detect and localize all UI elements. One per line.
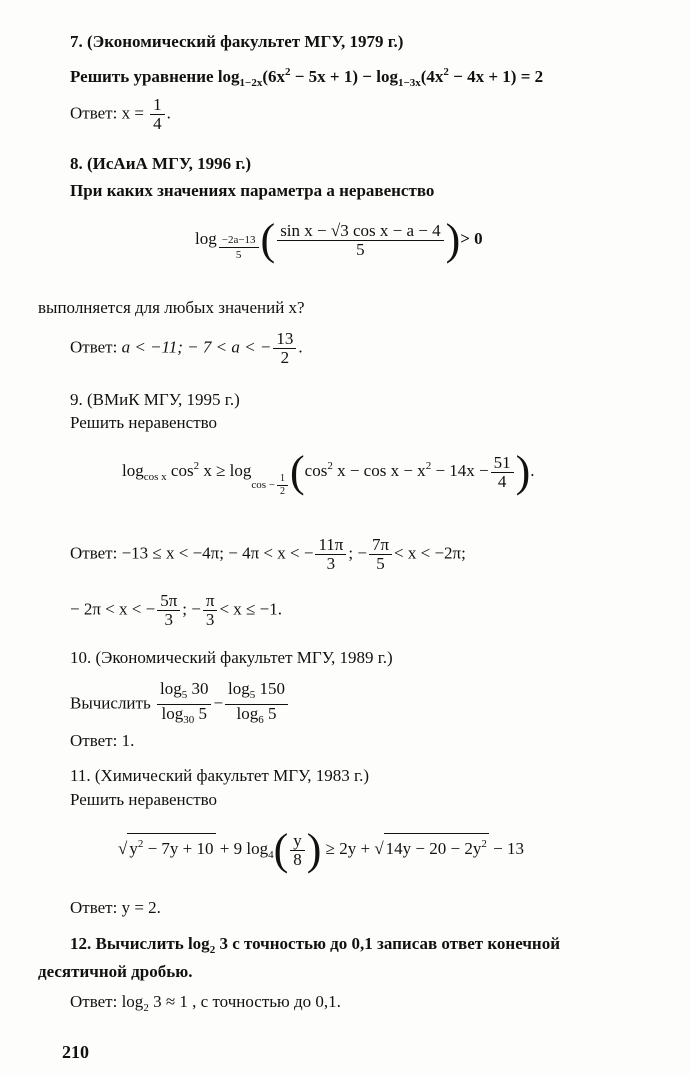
- problem-9-inequality: $\log_{cos x} \cos^2 x \ge \log_{cos - \frac{1}{2}}$ ($\cos^2$ $x - \cos x - x^2 - 14x$ − $\frac{51}{4}$ ).: [122, 447, 535, 497]
- problem-9-answer-line-2: − 2π < x < − $\frac{5\pi}{3}$ ; − $\frac{\pi}{3}$ < x ≤ −1.: [70, 591, 282, 629]
- problem-8-task: При каких значениях параметра a неравенство: [70, 181, 435, 200]
- problem-10-task: Вычислить $\frac{\log_5 30}{\log_{30} 5}$ − $\frac{\log_5 150}{\log_6 5}$: [70, 680, 290, 729]
- problem-12-answer: Ответ: $\log_2 3 \approx 1$ , с точностью до 0,1.: [70, 992, 341, 1014]
- problem-7-equation: $\log_{1-2x}(6x^2 - 5x + 1) - \log_{1-3x}(4x^2 - 4x + 1) = 2$: [217, 66, 544, 89]
- problem-9-header: 9. (ВМиК МГУ, 1995 г.): [70, 390, 240, 409]
- problem-11-answer: Ответ: y = 2.: [70, 898, 161, 917]
- answer-fraction: $\frac{1}{4}$: [150, 96, 165, 133]
- problem-11-inequality: √ $y^2 - 7y + 10 + 9$ $\log_4$( $\frac{y}{8}$ ) ≥ 2y + √ $14y - 20 - 2y^2 - 13$: [118, 825, 524, 874]
- problem-7-header: 7. (Экономический факультет МГУ, 1979 г.): [70, 32, 404, 51]
- problem-8-tail: выполняется для любых значений x?: [38, 298, 305, 317]
- problem-10-header: 10. (Экономический факультет МГУ, 1989 г.): [70, 648, 393, 667]
- problem-7-task: [70, 62, 543, 93]
- problem-11-task: Решить неравенство: [70, 790, 218, 809]
- problem-8-answer: Ответ: a < −11; − 7 < a < − $\frac{13}{2}$ .: [70, 329, 303, 367]
- problem-12-line-1: 12. Вычислить $\log_2 3$ с точностью до 0,1 записав ответ конечной: [70, 934, 561, 956]
- problem-9-task: Решить неравенство: [70, 413, 218, 432]
- problem-9-answer-line-1: Ответ: −13 ≤ x < −4π; − 4π < x < − $\frac{11\pi}{3}$ ; − $\frac{7\pi}{5}$ < x < −2π;: [70, 535, 466, 573]
- problem-8-inequality: log $\frac{-2a-13}{5}$ ( $\frac{\text{sin x − √3 cos x − a − 4}}{5}$ )> 0: [195, 215, 483, 264]
- problem-12-line-2: десятичной дробью.: [38, 962, 193, 981]
- problem-7-task-text: Решить уравнение: [70, 67, 214, 86]
- problem-8-header: 8. (ИсАиА МГУ, 1996 г.): [70, 154, 252, 173]
- problem-11-header: 11. (Химический факультет МГУ, 1983 г.): [70, 766, 370, 785]
- problem-10-answer: Ответ: 1.: [70, 731, 135, 750]
- problem-7-answer: Ответ: x = $\frac{1}{4}$ .: [70, 95, 171, 133]
- page-number: 210: [62, 1042, 89, 1062]
